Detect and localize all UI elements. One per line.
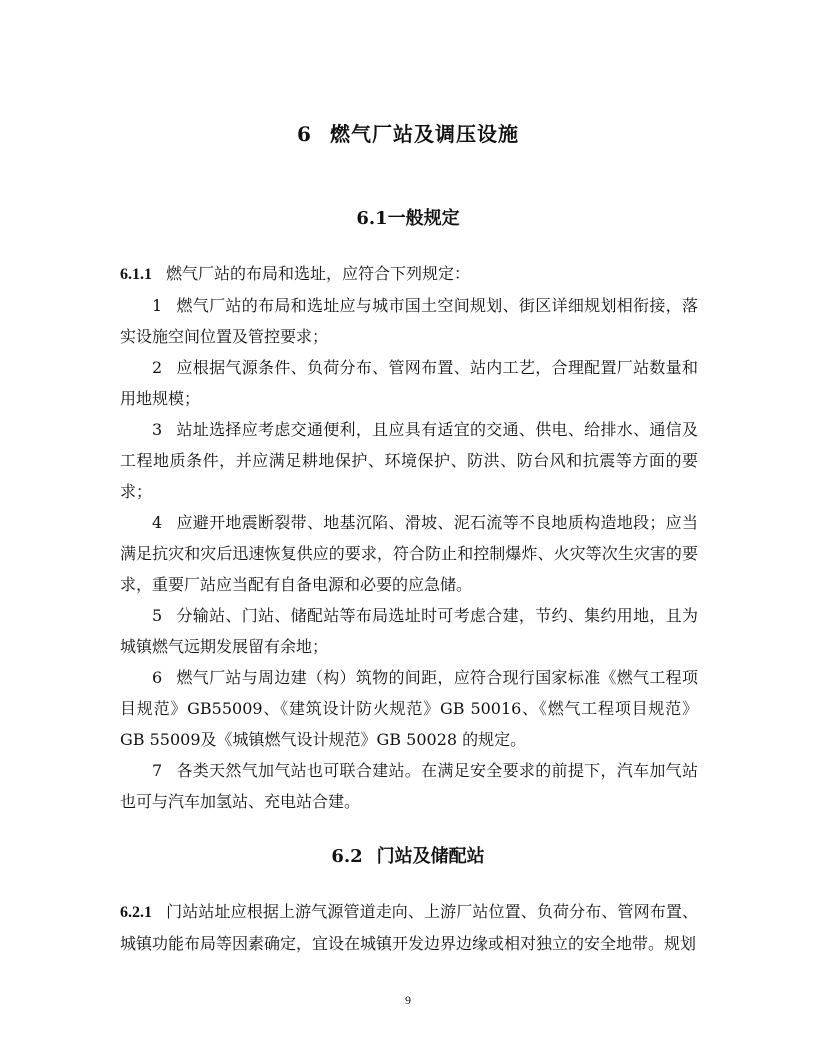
page-number: 9: [405, 993, 411, 1007]
clause-6-2-1: [120, 896, 698, 959]
item-number: 5: [152, 606, 163, 625]
clause-number: 6.1.1: [120, 266, 152, 283]
item-text: 燃气厂站的布局和选址应与城市国土空间规划、街区详细规划相衔接，落实设施空间位置及管控要求；: [120, 296, 698, 346]
item-text: 应根据气源条件、负荷分布、管网布置、站内工艺，合理配置厂站数量和用地规模；: [120, 358, 698, 408]
clause-6-1-1: [120, 258, 698, 290]
item-number: 2: [152, 358, 163, 377]
item-text: 站址选择应考虑交通便利，且应具有适宜的交通、供电、给排水、通信及工程地质条件，并应满足耕地保护、环境保护、防洪、防台风和抗震等方面的要求；: [120, 420, 698, 501]
list-item: [120, 507, 698, 600]
section-number: 6.2: [331, 846, 363, 867]
list-item: [120, 755, 698, 817]
clause-number: 6.2.1: [120, 904, 152, 921]
section-title-text: 一般规定: [387, 208, 460, 229]
list-item: [120, 290, 698, 352]
section-title-text: 门站及储配站: [376, 846, 485, 867]
chapter-title-text: 燃气厂站及调压设施: [329, 122, 519, 146]
item-text: 燃气厂站与周边建（构）筑物的间距，应符合现行国家标准《燃气工程项目规范》GB55009、《建筑设计防火规范》GB 50016、《燃气工程项目规范》GB 55009及《城镇燃气设计规范》GB 50028 的规定。: [120, 668, 698, 749]
item-text: 应避开地震断裂带、地基沉陷、滑坡、泥石流等不良地质构造地段；应当满足抗灾和灾后迅速恢复供应的要求，符合防止和控制爆炸、火灾等次生灾害的要求，重要厂站应当配有自备电源和必要的应急储。: [120, 513, 698, 594]
section-title-6-1: [0, 204, 816, 230]
item-number: 6: [152, 668, 163, 687]
list-item: [120, 600, 698, 662]
item-number: 3: [152, 420, 163, 439]
clause-text: 门站站址应根据上游气源管道走向、上游厂站位置、负荷分布、管网布置、城镇功能布局等因素确定，宜设在城镇开发边界边缘或相对独立的安全地带。规划: [120, 902, 698, 953]
list-item: [120, 662, 698, 755]
chapter-title: [0, 118, 816, 147]
item-number: 4: [152, 513, 163, 532]
chapter-number: 6: [297, 122, 312, 146]
clause-text: 燃气厂站的布局和选址，应符合下列规定：: [166, 264, 471, 283]
item-number: 1: [152, 296, 163, 315]
section-number: 6.1: [356, 208, 388, 229]
list-item: [120, 352, 698, 414]
section-6-2-body: [120, 896, 698, 959]
section-title-6-2: [0, 842, 816, 868]
section-6-1-body: [120, 258, 698, 817]
list-item: [120, 414, 698, 507]
item-text: 各类天然气加气站也可联合建站。在满足安全要求的前提下，汽车加气站也可与汽车加氢站、充电站合建。: [120, 761, 698, 811]
item-text: 分输站、门站、储配站等布局选址时可考虑合建，节约、集约用地，且为城镇燃气远期发展留有余地；: [120, 606, 698, 656]
item-number: 7: [152, 761, 163, 780]
